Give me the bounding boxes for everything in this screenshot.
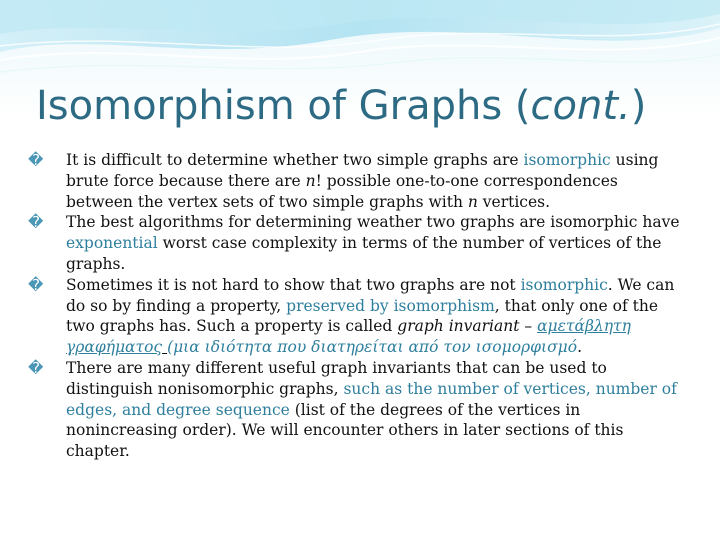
- bullet-text-segment: The best algorithms for determining weather two graphs are isomorphic have: [66, 213, 680, 232]
- bullet-marker-icon: �: [28, 358, 44, 377]
- decorative-wave-band: [0, 0, 720, 80]
- bullet-text-segment: worst case complexity in terms of the number of vertices of the graphs.: [66, 234, 662, 273]
- bullet-text-segment: Sometimes it is not hard to show that two graphs are not: [66, 275, 521, 294]
- bullet-text-segment: –: [519, 317, 538, 336]
- bullet-text-segment: isomorphic: [520, 275, 608, 294]
- bullet-text-segment: ! possible one-to-one correspondences between the vertex sets of two simple graphs with: [66, 171, 618, 211]
- bullet-text-segment: preserved by isomorphism: [286, 296, 495, 315]
- bullet-item: [28, 150, 688, 212]
- bullet-text-segment: n: [467, 192, 478, 211]
- bullet-marker-icon: �: [28, 275, 44, 294]
- bullet-text-segment: using brute force because there are: [66, 151, 659, 190]
- bullet-text-segment: There are many different useful graph invariants that can be used to distinguish nonisomorphic graphs,: [66, 358, 607, 398]
- bullet-text-segment: n: [305, 171, 316, 190]
- bullet-item: [28, 275, 688, 358]
- bullet-text-segment: vertices.: [477, 192, 551, 211]
- bullet-marker-icon: �: [28, 213, 44, 232]
- bullet-text-segment: exponential: [66, 234, 158, 253]
- bullet-text-segment: It is difficult to determine whether two simple graphs are: [66, 151, 524, 169]
- title-italic: cont.: [530, 83, 631, 129]
- wave-line-3: [0, 54, 720, 72]
- bullet-marker-icon: �: [28, 151, 44, 169]
- title-main: Isomorphism of Graphs (: [36, 83, 531, 129]
- bullet-text-segment: .: [577, 338, 582, 357]
- title-close: ): [630, 83, 647, 129]
- bullet-text-segment: isomorphic: [523, 151, 611, 169]
- bullet-text-segment: (μια ιδιότητα που διατηρείται από τον ισομορφισμό: [167, 338, 578, 357]
- bullet-text-segment: such as the number of vertices, number of edges, and degree sequence: [66, 379, 677, 419]
- bullet-text-segment: , that only one of the two graphs has. Such a property is called: [66, 296, 658, 336]
- bullet-text-segment: . We can do so by finding a property,: [66, 275, 675, 315]
- bullet-item: [28, 212, 688, 274]
- bullet-text-segment: graph invariant: [397, 317, 520, 336]
- bullet-text-segment: (list of the degrees of the vertices in nonincreasing order). We will encounter others in later sections of this chapter.: [66, 400, 624, 461]
- slide-title: [36, 80, 646, 132]
- bullet-text-segment: αμετάβλητη γραφήματος: [66, 317, 631, 357]
- bullet-list: [28, 150, 688, 462]
- bullet-item: [28, 358, 688, 462]
